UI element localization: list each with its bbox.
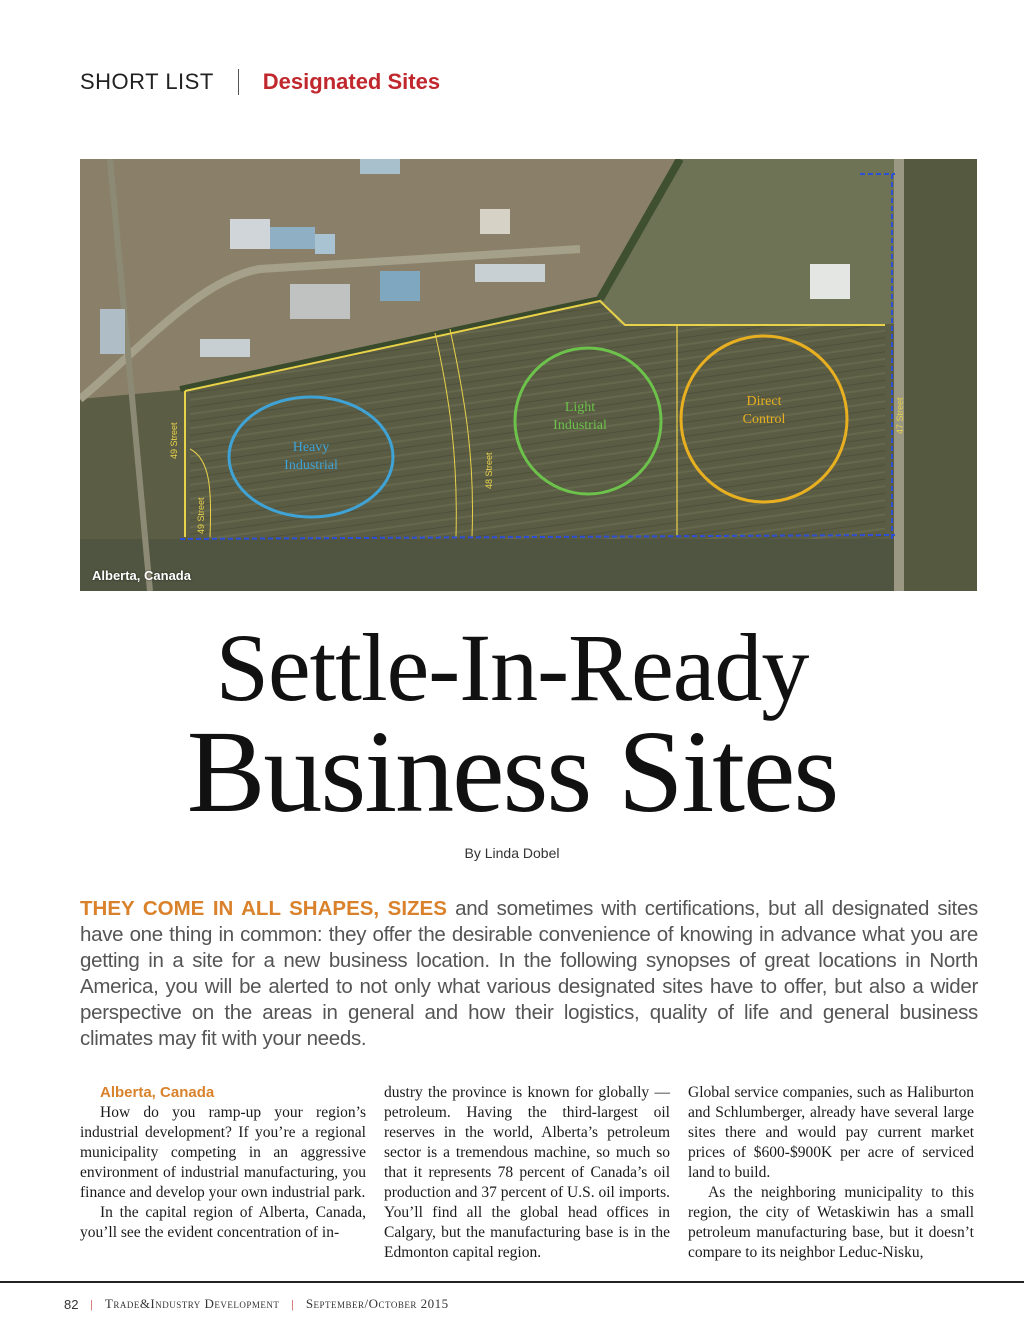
- aerial-site-map: [80, 159, 977, 591]
- headline-line-1: Settle-In-Ready: [215, 614, 809, 721]
- section-kicker: SHORT LIST: [80, 69, 214, 94]
- photo-caption: Alberta, Canada: [92, 568, 191, 583]
- street-label-47: 47 Street: [895, 397, 905, 434]
- publication-name: Trade&Industry Development: [104, 1296, 280, 1311]
- heavy-industrial-label-1: Heavy: [292, 440, 330, 455]
- light-industrial-label-2: Industrial: [553, 418, 607, 433]
- street-label-49-upper: 49 Street: [169, 422, 179, 459]
- article-column-3: [688, 1083, 974, 1263]
- issue-date: September/October 2015: [305, 1296, 449, 1311]
- direct-control-label-2: Control: [742, 412, 786, 427]
- footer-separator-1: |: [90, 1296, 93, 1311]
- column-3-paragraph-2: As the neighboring municipality to this region, the city of Wetaskiwin has a small petroleum manufacturing base, but it doesn’t compare to its neighbor Leduc-Nisku,: [688, 1184, 974, 1261]
- direct-control-label-1: Direct: [746, 394, 782, 409]
- column-1-paragraph-2: In the capital region of Alberta, Canada, you’ll see the evident concentration of in-: [80, 1204, 366, 1241]
- article-column-2: [384, 1083, 670, 1263]
- lede-text: and sometimes with certifications, but all designated sites have one thing in common: they offer the desirable convenience of knowing in advance what you are getting in a site for a new business location. In the following synopses of great locations in North America, you will be alerted to not only what various designated sites have to offer, but also a wider perspective on the areas in general and how their logistics, quality of life and general business climates may fit with your needs.: [80, 897, 978, 1050]
- byline: By Linda Dobel: [464, 845, 560, 861]
- footer-rule: [0, 1281, 1024, 1283]
- column-3-paragraph-1: Global service companies, such as Haliburton and Schlumberger, already have several large sites there and would pay current market prices of $600-$900K per acre of serviced land to build.: [688, 1084, 974, 1181]
- lede-paragraph: [80, 896, 978, 1052]
- column-2-paragraph-1: dustry the province is known for globally — petroleum. Having the third-largest oil reserves in the world, Alberta’s petroleum sector is a tremendous machine, so much so that it represents 78 percent of Canada’s oil production and 37 percent of U.S. oil imports. You’ll find all the global head offices in Calgary, but the manufacturing base is in the Edmonton capital region.: [384, 1084, 670, 1261]
- header-divider: [238, 69, 239, 95]
- street-label-48: 48 Street: [484, 452, 494, 489]
- column-heading: Alberta, Canada: [100, 1084, 215, 1101]
- aerial-site-photo: [80, 159, 977, 591]
- page-header: [80, 66, 440, 98]
- article-column-1: [80, 1083, 366, 1243]
- heavy-industrial-label-2: Industrial: [284, 458, 338, 473]
- column-1-paragraph-1: How do you ramp-up your region’s industrial development? If you’re a regional municipality competing in an aggressive environment of industrial manufacturing, you finance and develop your own industrial park.: [80, 1104, 366, 1201]
- footer-separator-2: |: [291, 1296, 294, 1311]
- page-number: 82: [64, 1296, 79, 1312]
- section-title: Designated Sites: [262, 69, 441, 94]
- light-industrial-label-1: Light: [564, 400, 596, 415]
- street-label-49-lower: 49 Street: [196, 497, 206, 534]
- headline-line-2: Business Sites: [186, 706, 838, 837]
- lede-lead-in: THEY COME IN ALL SHAPES, SIZES: [80, 897, 447, 920]
- page-footer: [64, 1296, 449, 1312]
